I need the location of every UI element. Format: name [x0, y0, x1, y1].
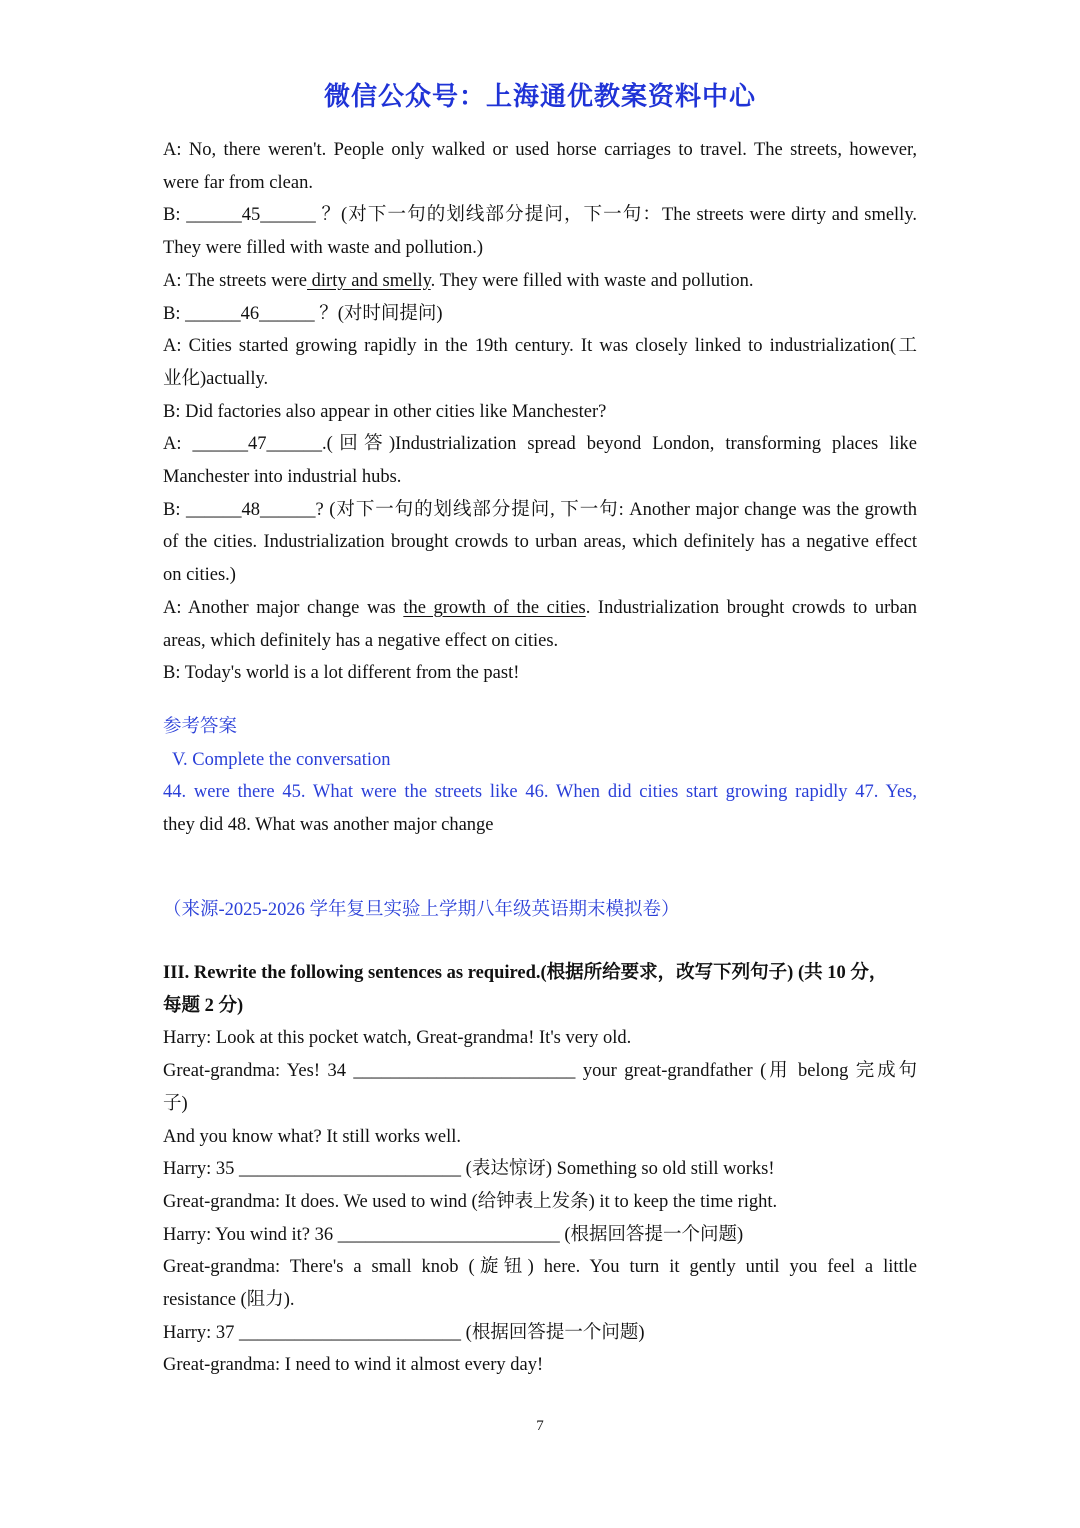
- question-line: 子): [163, 1093, 188, 1114]
- text-run: . Industrialization brought crowds to urban: [585, 597, 917, 618]
- dialogue-line: B: ______48______? (对下一句的划线部分提问, 下一句: Another major change was the growth: [163, 499, 917, 520]
- answers-heading: 参考答案: [163, 717, 238, 737]
- dialogue-line: B: Today's world is a lot different from the past!: [163, 663, 520, 684]
- dialogue-line: Manchester into industrial hubs.: [163, 467, 402, 488]
- question-line: Great-grandma: Yes! 34 ________________________ your great-grandfather (用 belong 完成句: [163, 1061, 917, 1082]
- source-block: [163, 894, 917, 927]
- dialogue-line: A: ______47______.(回答)Industrialization spread beyond London, transforming places like: [163, 434, 917, 455]
- answers-line: they did 48. What was another major change: [163, 815, 494, 836]
- source-note: （来源-2025-2026 学年复旦实验上学期八年级英语期末模拟卷）: [163, 900, 680, 920]
- text-run: A: The streets were: [163, 270, 308, 291]
- answers-line: 44. were there 45. What were the streets like 46. When did cities start growing rapidly 47. Yes,: [163, 782, 917, 803]
- dialogue-line: [163, 265, 917, 298]
- dialogue-line: 业化)actually.: [163, 368, 269, 389]
- dialogue-line: B: Did factories also appear in other cities like Manchester?: [163, 401, 607, 422]
- dialogue-line: of the cities. Industrialization brought crowds to urban areas, which definitely has a negative effect: [163, 532, 917, 553]
- section-3-block: [163, 957, 917, 1382]
- question-line: Harry: 37 ________________________ (根据回答提一个问题): [163, 1322, 645, 1343]
- question-line: Harry: 35 ________________________ (表达惊讶) Something so old still works!: [163, 1159, 775, 1180]
- page-number: 7: [536, 1418, 544, 1434]
- dialogue-line: B: ______46______ ？(对时间提问): [163, 303, 443, 324]
- dialogue-line: [163, 592, 917, 625]
- section-3-title: 每题 2 分): [163, 995, 244, 1016]
- question-line: Great-grandma: It does. We used to wind (给钟表上发条) it to keep the time right.: [163, 1191, 778, 1212]
- answers-section-title: V. Complete the conversation: [172, 749, 391, 770]
- section-3-title: III. Rewrite the following sentences as required.(根据所给要求，改写下列句子) (共 10 分，: [163, 963, 888, 983]
- dialogue-line: A: No, there weren't. People only walked or used horse carriages to travel. The streets, however,: [163, 140, 917, 160]
- underlined-phrase: the growth of the cities: [403, 597, 586, 618]
- underlined-phrase: dirty and smelly: [307, 270, 431, 291]
- answers-block: [163, 711, 917, 842]
- question-line: And you know what? It still works well.: [163, 1126, 462, 1147]
- question-line: Harry: Look at this pocket watch, Great-grandma! It's very old.: [163, 1028, 632, 1049]
- dialogue-line: were far from clean.: [163, 172, 313, 193]
- dialogue-line: B: ______45______ ？(对下一句的划线部分提问，下一句：The streets were dirty and smelly.: [163, 205, 917, 226]
- question-line: Harry: You wind it? 36 ________________________ (根据回答提一个问题): [163, 1224, 744, 1245]
- dialogue-line: They were filled with waste and pollution.): [163, 238, 484, 259]
- dialogue-line: areas, which definitely has a negative effect on cities.: [163, 630, 559, 651]
- dialogue-line: A: Cities started growing rapidly in the 19th century. It was closely linked to industrialization(工: [163, 336, 917, 357]
- question-line: resistance (阻力).: [163, 1290, 295, 1311]
- page-header-title: 微信公众号：上海通优教案资料中心: [323, 82, 756, 112]
- question-line: Great-grandma: I need to wind it almost every day!: [163, 1355, 544, 1376]
- dialogue-block: [163, 134, 917, 690]
- text-run: . They were filled with waste and pollution.: [430, 270, 754, 291]
- dialogue-line: on cities.): [163, 565, 236, 586]
- question-line: Great-grandma: There's a small knob (旋钮) here. You turn it gently until you feel a little: [163, 1257, 917, 1278]
- text-run: A: Another major change was: [163, 597, 404, 618]
